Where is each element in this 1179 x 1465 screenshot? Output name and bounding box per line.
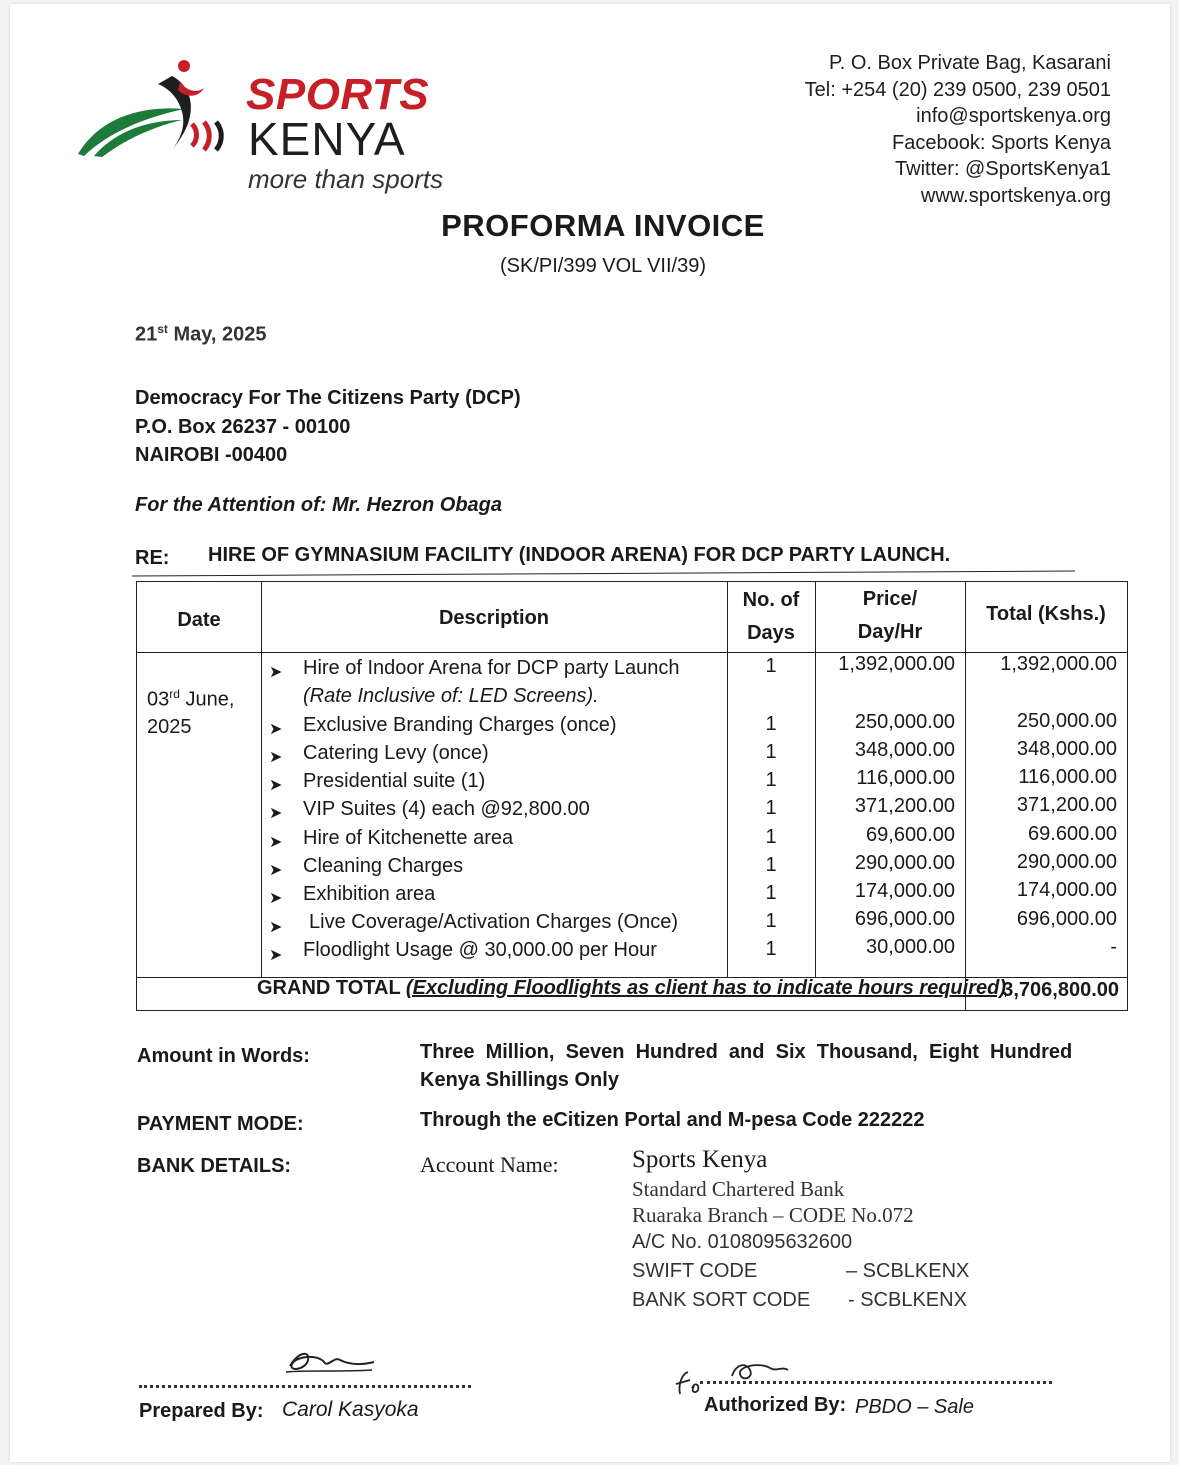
arrow-bullet-icon: ➤	[269, 805, 283, 822]
recipient-city: NAIROBI -00400	[135, 444, 288, 466]
header-total: Total (Kshs.)	[986, 603, 1106, 625]
item-description: Live Coverage/Activation Charges (Once)	[309, 911, 679, 933]
item-description: Exclusive Branding Charges (once)	[303, 714, 617, 736]
item-description: VIP Suites (4) each @92,800.00	[303, 798, 590, 820]
item-total: 116,000.00	[1018, 766, 1117, 788]
item-days: 1	[765, 741, 777, 763]
event-year: 2025	[147, 716, 192, 738]
amount-words-line1: Three Million, Seven Hundred and Six Thousand, Eight Hundred	[420, 1041, 1073, 1063]
item-description: Cleaning Charges	[303, 855, 464, 877]
account-name-label: Account Name:	[420, 1152, 559, 1177]
arrow-bullet-icon: ➤	[269, 862, 283, 879]
contact-website[interactable]: www.sportskenya.org	[920, 184, 1111, 207]
contact-block	[805, 50, 1111, 210]
contact-email[interactable]: info@sportskenya.org	[916, 105, 1111, 128]
item-description: Hire of Indoor Arena for DCP party Launch	[303, 657, 680, 679]
item-days: 1	[765, 826, 777, 848]
attention-line: For the Attention of: Mr. Hezron Obaga	[135, 494, 503, 516]
recipient-address	[135, 384, 521, 470]
recipient-name: Democracy For The Citizens Party (DCP)	[135, 387, 521, 409]
bank-branch: Ruaraka Branch – CODE No.072	[632, 1203, 914, 1227]
account-number: A/C No. 0108095632600	[632, 1231, 853, 1253]
contact-address: P. O. Box Private Bag, Kasarani	[828, 52, 1111, 74]
item-total: 290,000.00	[1016, 851, 1117, 873]
invoice-date: 21st May, 2025	[135, 322, 267, 346]
invoice-table	[136, 581, 1128, 1011]
arrow-bullet-icon: ➤	[269, 664, 283, 681]
arrow-bullet-icon: ➤	[269, 777, 283, 794]
amount-words-label: Amount in Words:	[137, 1045, 310, 1067]
re-underline	[132, 571, 1075, 577]
item-price: 290,000.00	[854, 852, 955, 874]
grand-total-label: GRAND TOTAL (Excluding Floodlights as client has to indicate hours required)	[257, 977, 1006, 999]
item-price: 250,000.00	[854, 711, 955, 733]
bank-details-label: BANK DETAILS:	[137, 1155, 292, 1177]
brand-tagline: more than sports	[248, 164, 444, 194]
grand-total-value: 3,706,800.00	[1002, 979, 1119, 1001]
header-price-line1: Price/	[862, 588, 918, 610]
contact-phone: Tel: +254 (20) 239 0500, 239 0501	[804, 78, 1111, 101]
item-total: 371,200.00	[1016, 794, 1117, 816]
header-days-line1: No. of	[742, 589, 800, 611]
amount-words-line2: Kenya Shillings Only	[420, 1069, 619, 1091]
item-description: Catering Levy (once)	[303, 742, 489, 764]
invoice-page	[10, 4, 1170, 1462]
item-total: 69.600.00	[1028, 823, 1117, 845]
re-subject: HIRE OF GYMNASIUM FACILITY (INDOOR ARENA) FOR DCP PARTY LAUNCH.	[208, 544, 951, 566]
header-price-line2: Day/Hr	[857, 621, 923, 643]
item-total: 250,000.00	[1016, 710, 1117, 732]
item-total: -	[1110, 936, 1117, 958]
item-description: Hire of Kitchenette area	[303, 827, 514, 849]
arrow-bullet-icon: ➤	[269, 947, 283, 964]
authorized-by-label: Authorized By:	[704, 1394, 847, 1416]
contact-facebook: Facebook: Sports Kenya	[891, 131, 1111, 154]
item-price: 371,200.00	[854, 795, 955, 817]
col-divider	[261, 582, 262, 977]
account-name-value: Sports Kenya	[632, 1146, 768, 1173]
swift-code-label: SWIFT CODE	[632, 1260, 758, 1282]
item-description: Presidential suite (1)	[303, 770, 486, 792]
item-total: 348,000.00	[1016, 738, 1117, 760]
sort-code-label: BANK SORT CODE	[632, 1289, 811, 1311]
invoice-reference: (SK/PI/399 VOL VII/39)	[499, 255, 707, 277]
arrow-bullet-icon: ➤	[269, 834, 283, 851]
arrow-bullet-icon: ➤	[269, 919, 283, 936]
item-price: 348,000.00	[854, 739, 955, 761]
bank-name: Standard Chartered Bank	[632, 1177, 845, 1201]
payment-mode-value: Through the eCitizen Portal and M-pesa Code 222222	[420, 1109, 925, 1131]
item-price: 1,392,000.00	[838, 653, 955, 675]
re-label: RE:	[135, 547, 170, 569]
item-total: 174,000.00	[1016, 879, 1117, 901]
item-days: 1	[765, 882, 777, 904]
event-date: 03rd June,	[147, 687, 235, 711]
item-total: 1,392,000.00	[1000, 653, 1117, 675]
prepared-by-label: Prepared By:	[139, 1400, 264, 1422]
item-days: 1	[765, 769, 777, 791]
document-title: PROFORMA INVOICE	[441, 208, 765, 243]
prepared-signature-line	[139, 1385, 471, 1388]
sort-code-value: - SCBLKENX	[848, 1289, 967, 1311]
arrow-bullet-icon: ➤	[269, 890, 283, 907]
recipient-box: P.O. Box 26237 - 00100	[135, 415, 351, 438]
item-days: 1	[765, 854, 777, 876]
item-days: 1	[765, 938, 777, 960]
brand-name-kenya: KENYA	[248, 113, 406, 165]
arrow-bullet-icon: ➤	[269, 721, 283, 738]
item-price: 696,000.00	[854, 908, 955, 930]
header-date: Date	[177, 609, 221, 631]
contact-twitter: Twitter: @SportsKenya1	[895, 158, 1111, 181]
brand-name-sports: SPORTS	[246, 70, 430, 119]
item-description-note: (Rate Inclusive of: LED Screens).	[303, 685, 599, 707]
authorized-signature-line	[700, 1381, 1052, 1384]
item-description: Floodlight Usage @ 30,000.00 per Hour	[303, 939, 657, 961]
item-price: 69,600.00	[866, 824, 955, 846]
prepared-by-name: Carol Kasyoka	[282, 1398, 419, 1421]
item-days: 1	[765, 797, 777, 819]
authorized-by-name: PBDO – Sale	[855, 1396, 974, 1418]
item-days: 1	[765, 910, 777, 932]
prepared-signature-icon	[278, 1342, 388, 1382]
arrow-bullet-icon: ➤	[269, 749, 283, 766]
payment-mode-label: PAYMENT MODE:	[137, 1113, 304, 1135]
item-price: 174,000.00	[854, 880, 955, 902]
swift-code-value: – SCBLKENX	[846, 1260, 970, 1282]
item-price: 30,000.00	[866, 936, 955, 958]
item-description: Exhibition area	[303, 883, 436, 905]
sports-kenya-logo-icon	[72, 54, 232, 164]
item-days: 1	[765, 713, 777, 735]
item-total: 696,000.00	[1016, 908, 1117, 930]
header-description: Description	[438, 607, 550, 629]
item-price: 116,000.00	[856, 767, 955, 789]
header-days-line2: Days	[747, 622, 795, 644]
item-days: 1	[765, 655, 777, 677]
